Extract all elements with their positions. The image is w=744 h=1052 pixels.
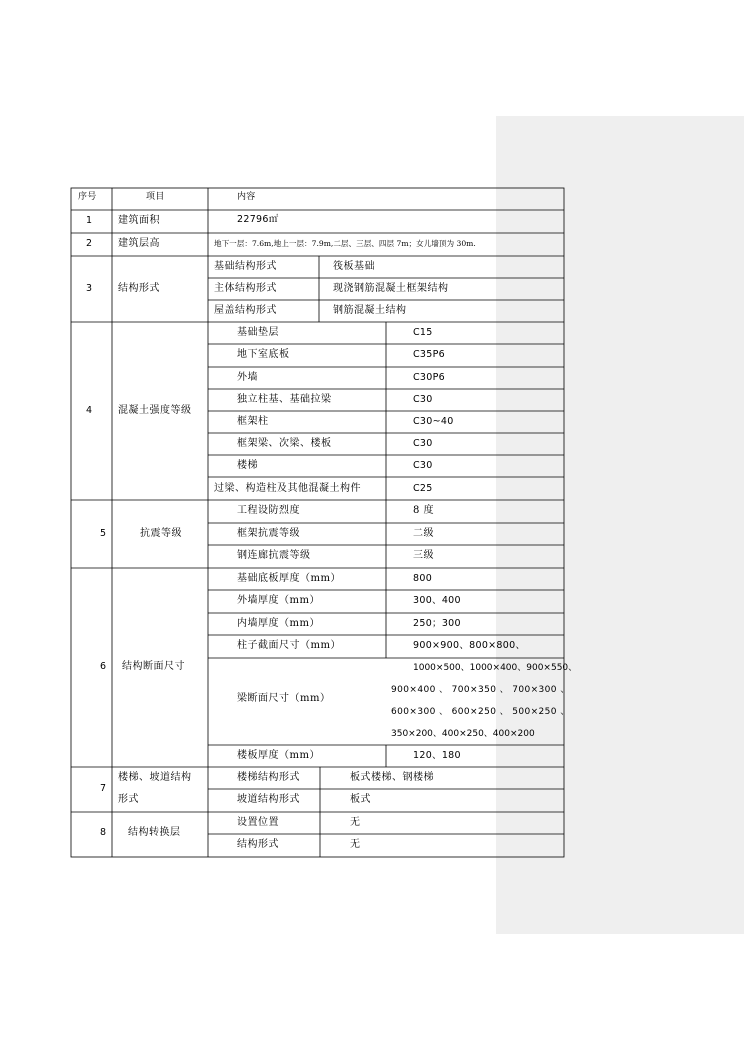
r5-label-2: 框架抗震等级	[237, 528, 300, 539]
r7-label-1: 楼梯结构形式	[237, 772, 300, 783]
r3-label-2: 主体结构形式	[214, 283, 277, 294]
row-6-item: 结构断面尺寸	[122, 661, 185, 672]
r4-label-4: 独立柱基、基础拉梁	[237, 394, 332, 405]
r4-label-5: 框架柱	[237, 416, 269, 427]
r4-label-8: 过梁、构造柱及其他混凝土构件	[214, 483, 361, 494]
r4-value-4: C30	[413, 394, 433, 405]
r7-value-1: 板式楼梯、钢楼梯	[350, 772, 434, 783]
r4-label-2: 地下室底板	[237, 349, 290, 360]
header-no: 序号	[78, 192, 97, 202]
row-7-no: 7	[100, 783, 107, 794]
r5-label-1: 工程设防烈度	[237, 505, 300, 516]
r6-value-3: 250；300	[413, 618, 461, 629]
row-7-item-line-2: 形式	[118, 794, 139, 805]
row-3-no: 3	[86, 283, 93, 294]
row-4-no: 4	[86, 405, 93, 416]
r4-value-8: C25	[413, 483, 433, 494]
row-2-item: 建筑层高	[118, 238, 160, 249]
r4-label-7: 楼梯	[237, 460, 258, 471]
r4-value-2: C35P6	[413, 349, 445, 360]
r6-label-5: 梁断面尺寸（mm）	[237, 693, 331, 704]
r6-beam-line-2: 900×400 、 700×350 、 700×300 、	[391, 685, 570, 695]
r4-value-7: C30	[413, 460, 433, 471]
r4-value-1: C15	[413, 327, 433, 338]
r6-label-3: 内墙厚度（mm）	[237, 618, 320, 629]
header-item: 项目	[146, 192, 165, 202]
row-1-item: 建筑面积	[118, 215, 160, 226]
r4-value-6: C30	[413, 438, 433, 449]
r8-label-1: 设置位置	[237, 817, 279, 828]
r6-label-6: 楼板厚度（mm）	[237, 750, 320, 761]
r5-value-1: 8 度	[413, 505, 435, 516]
r6-value-6: 120、180	[413, 750, 461, 761]
row-7-item-line-1: 楼梯、坡道结构	[118, 772, 192, 783]
r3-label-3: 屋盖结构形式	[214, 305, 277, 316]
r6-beam-line-3: 600×300 、 600×250 、 500×250 、	[391, 707, 570, 717]
r5-value-2: 二级	[413, 528, 434, 539]
r3-label-1: 基础结构形式	[214, 261, 277, 272]
r3-value-3: 钢筋混凝土结构	[333, 305, 407, 316]
r7-value-2: 板式	[350, 794, 371, 805]
r7-label-2: 坡道结构形式	[237, 794, 300, 805]
r6-label-2: 外墙厚度（mm）	[237, 595, 320, 606]
row-3-item: 结构形式	[118, 283, 160, 294]
row-6-no: 6	[100, 661, 107, 672]
r5-value-3: 三级	[413, 550, 434, 561]
r6-value-2: 300、400	[413, 595, 461, 606]
header-content: 内容	[237, 192, 256, 202]
r8-value-2: 无	[350, 839, 361, 850]
row-2-no: 2	[86, 238, 93, 249]
r6-label-1: 基础底板厚度（mm）	[237, 573, 341, 584]
r4-label-3: 外墙	[237, 372, 258, 383]
r6-value-1: 800	[413, 573, 433, 584]
r8-value-1: 无	[350, 817, 361, 828]
row-8-item: 结构转换层	[128, 827, 181, 838]
r6-beam-line-1: 1000×500、1000×400、900×550、	[413, 663, 578, 673]
row-5-item: 抗震等级	[140, 528, 182, 539]
r5-label-3: 钢连廊抗震等级	[237, 550, 311, 561]
row-8-no: 8	[100, 827, 107, 838]
r4-label-6: 框架梁、次梁、楼板	[237, 438, 332, 449]
r4-label-1: 基础垫层	[237, 327, 279, 338]
r4-value-3: C30P6	[413, 372, 445, 383]
r6-label-4: 柱子截面尺寸（mm）	[237, 640, 341, 651]
r6-value-4: 900×900、800×800、	[413, 640, 526, 651]
row-1-no: 1	[86, 215, 93, 226]
row-1-value: 22796㎡	[237, 214, 279, 225]
r3-value-1: 筏板基础	[333, 261, 375, 272]
r6-beam-line-4: 350×200、400×250、400×200	[391, 729, 535, 739]
row-5-no: 5	[100, 528, 107, 539]
r3-value-2: 现浇钢筋混凝土框架结构	[333, 283, 449, 294]
row-4-item: 混凝土强度等级	[118, 405, 192, 416]
r4-value-5: C30~40	[413, 416, 454, 427]
row-2-value: 地下一层：7.6m,地上一层：7.9m,二层、三层、四层 7m；女儿墙顶为 30m.	[214, 239, 476, 248]
r8-label-2: 结构形式	[237, 839, 279, 850]
